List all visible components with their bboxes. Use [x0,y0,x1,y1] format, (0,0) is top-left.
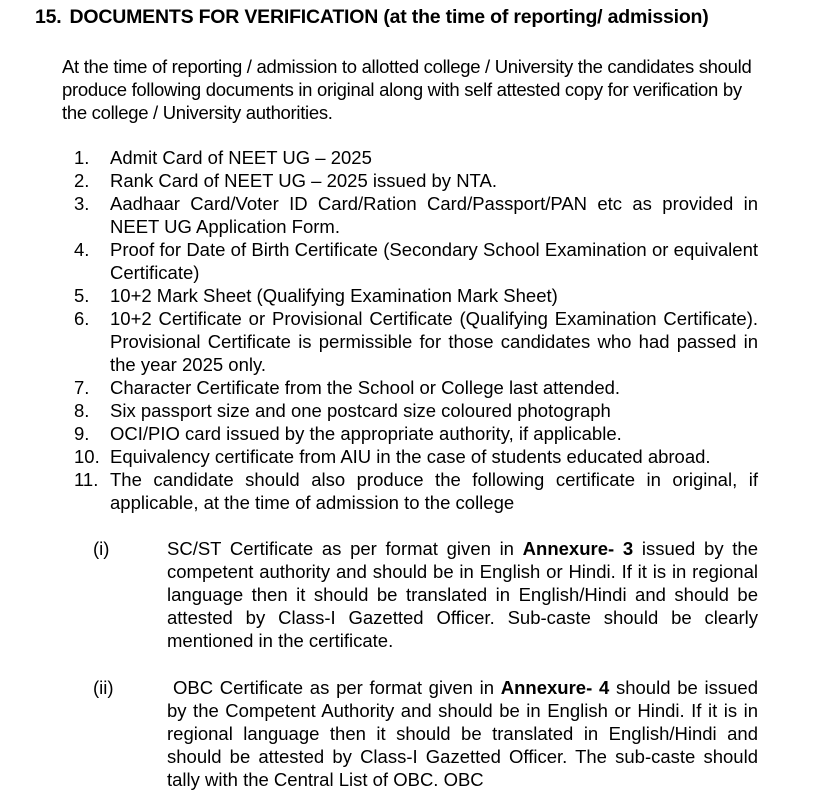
sub-item-sc-st [93,537,758,652]
list-item-text: Admit Card of NEET UG – 2025 [110,147,372,168]
section-number: 15. [35,6,62,28]
list-item-text: Aadhaar Card/Voter ID Card/Ration Card/Passport/PAN etc as provided in NEET UG Application Form. [110,193,758,237]
list-item-number: 8. [74,400,90,421]
list-item-number: 5. [74,285,90,306]
list-item-text: Proof for Date of Birth Certificate (Secondary School Examination or equivalent Certificate) [110,239,758,283]
list-item-text: Character Certificate from the School or College last attended. [110,377,621,398]
list-item [74,422,758,445]
sub-item-text-after: issued by the competent authority and should be in English or Hindi. If it is in regional language then it should be translated in English/Hindi and should be attested by Class-I Gazetted Officer. Sub-caste should be clearly mentioned in the certificate. [167,538,758,651]
list-item-number: 11. [74,469,99,490]
list-item [74,445,758,468]
list-item-text: OCI/PIO card issued by the appropriate authority, if applicable. [110,423,622,444]
list-item-text: 10+2 Certificate or Provisional Certificate (Qualifying Examination Certificate). Provisional Certificate is permissible for those candidates who had passed in the year 2025 only. [110,308,758,375]
sub-item-obc [93,676,758,791]
section-title: DOCUMENTS FOR VERIFICATION (at the time of reporting/ admission) [69,6,709,28]
list-item [74,146,758,169]
list-item [74,238,758,284]
list-item-number: 3. [74,193,90,214]
list-item-number: 1. [74,147,90,168]
list-item [74,376,758,399]
list-item [74,284,758,307]
sub-item-label: (i) [93,538,110,559]
list-item [74,307,758,376]
sub-item-text-before: OBC Certificate as per format given in [173,677,501,698]
sub-item-text [167,537,758,652]
sub-item-label: (ii) [93,677,114,698]
list-item-number: 2. [74,170,90,191]
list-item-number: 9. [74,423,90,444]
list-item-number: 10. [74,446,100,467]
list-item [74,468,758,514]
section-heading [35,6,709,29]
sub-item-text-before: SC/ST Certificate as per format given in [167,538,523,559]
list-item-text: 10+2 Mark Sheet (Qualifying Examination Mark Sheet) [110,285,558,306]
documents-list [74,146,758,514]
list-item-number: 7. [74,377,90,398]
annexure-reference: Annexure- 4 [500,677,610,698]
list-item-text: Six passport size and one postcard size coloured photograph [110,400,611,421]
list-item-number: 6. [74,308,90,329]
intro-paragraph: At the time of reporting / admission to allotted college / University the candidates should produce following documents in original along with self attested copy for verification by the college / University authorities. [62,56,752,123]
list-item-text: Equivalency certificate from AIU in the case of students educated abroad. [110,446,711,467]
list-item [74,399,758,422]
list-item-text: The candidate should also produce the following certificate in original, if applicable, at the time of admission to the college [110,469,758,513]
annexure-reference: Annexure- 3 [522,538,634,559]
list-item [74,169,758,192]
list-item [74,192,758,238]
list-item-text: Rank Card of NEET UG – 2025 issued by NTA. [110,170,497,191]
sub-item-text [167,676,758,791]
sub-item-text-after: should be issued by the Competent Authority and should be in English or Hindi. If it is in regional language then it should be translated in English/Hindi and should be attested by Class-I Gazetted Officer. The sub-caste should tally with the Central List of OBC. OBC [167,677,758,790]
list-item-number: 4. [74,239,90,260]
